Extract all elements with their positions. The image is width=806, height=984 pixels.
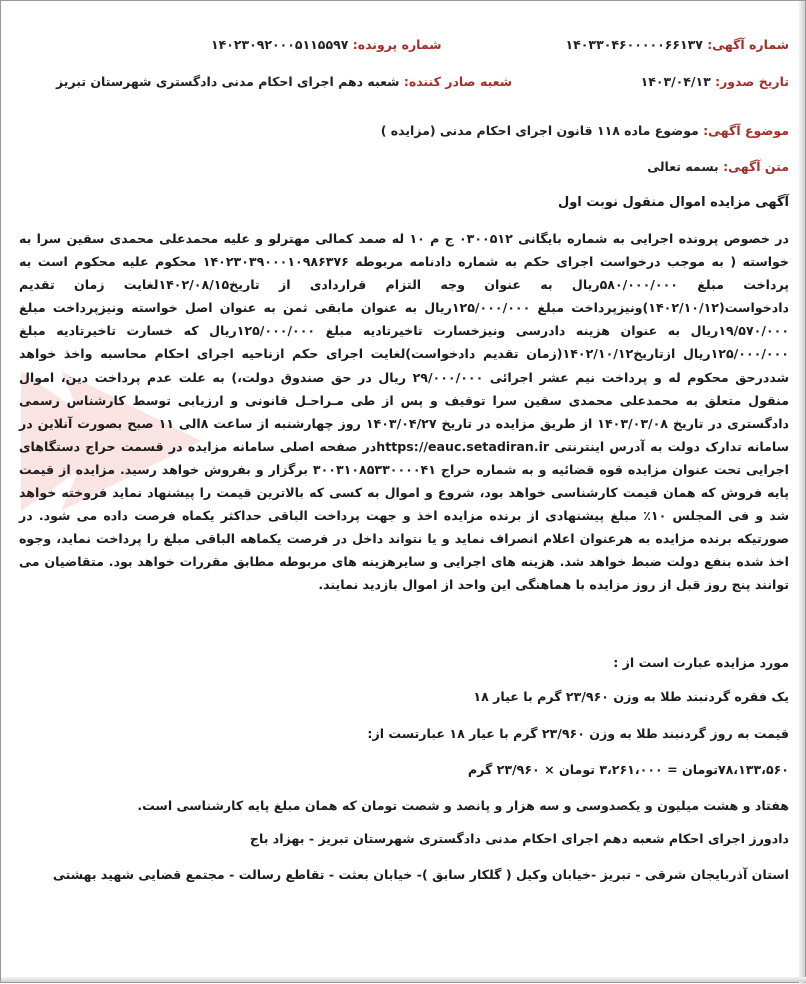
ad-number-field	[566, 37, 789, 52]
case-number-value: ۱۴۰۲۳۰۹۲۰۰۰۵۱۱۵۵۹۷	[211, 37, 349, 52]
signer-line: دادورز اجرای احکام شعبه دهم اجرای احکام مدنی دادگستری شهرستان تبریز - بهزاد باج	[249, 831, 789, 846]
address-line: استان آذربایجان شرقی - تبریز -خیابان وکیل ( گلکار سابق )- خیابان بعثت - تقاطع رسالت - مجتمع قضایی شهید بهشتی	[52, 867, 789, 882]
issuer-field	[56, 74, 512, 89]
issue-date-label: تاریخ صدور:	[715, 74, 789, 89]
price-heading: قیمت به روز گردنبند طلا به وزن ۲۳/۹۶۰ گرم با عیار ۱۸ عبارتست از:	[367, 726, 789, 741]
issuer-value: شعبه دهم اجرای احکام مدنی دادگستری شهرستان تبریز	[56, 74, 400, 89]
text-field	[647, 159, 789, 174]
notice-body	[19, 227, 789, 597]
items-heading: مورد مزایده عبارت است از :	[613, 655, 789, 670]
price-calculation: ۷۸،۱۳۳،۵۶۰تومان = ۳،۲۶۱،۰۰۰ تومان × ۲۳/۹۶۰ گرم	[467, 762, 789, 777]
notice-title: آگهی مزایده اموال منقول نوبت اول	[557, 195, 789, 210]
item-description: یک فقره گردنبند طلا به وزن ۲۳/۹۶۰ گرم با عیار ۱۸	[473, 689, 789, 704]
issue-date-field	[641, 74, 789, 89]
notice-paragraph: در خصوص پرونده اجرایی به شماره بایگانی ۰۳۰۰۵۱۲ ج م ۱۰ له صمد کمالی مهترلو و علیه محمدعلی محمدی سقین سرا به خواسته ( به موجب درخواست اجرای حکم به شماره دادنامه مربوطه ۱۴۰۲۳۰۳۹۰۰۰۱۰۹۸۶۳۷۶ محکوم علیه محکوم است به پرداخت مبلغ ۵۸۰/۰۰۰/۰۰۰ریال به عنوان وجه التزام قراردادی از تاریخ۱۴۰۲/۰۸/۱۵لغایت زمان تقدیم دادخواست(۱۴۰۲/۱۰/۱۲)ونیزپرداخت مبلغ ۱۲۵/۰۰۰/۰۰۰ریال به عنوان مابقی ثمن به عنوان اصل خواسته ونیزپرداخت مبلغ ۱۹/۵۷۰/۰۰۰ریال به عنوان هزینه دادرسی ونیزخسارت تاخیرتادیه مبلغ ۱۲۵/۰۰۰/۰۰۰ریال که خسارت تاخیرتادیه مبلغ ۱۲۵/۰۰۰/۰۰۰ریال ازتاریخ۱۴۰۲/۱۰/۱۲(زمان تقدیم دادخواست)لغایت اجرای حکم ازناحیه اجرای احکام محاسبه واخذ خواهد شددرحق محکوم له و پرداخت نیم عشر اجرائی ۲۹/۰۰۰/۰۰۰ ریال در حق صندوق دولت،) به علت عدم پرداخت دین، اموال منقول متعلق به محمدعلی محمدی سقین سرا توقیف و پس از طی مـراحـل قانونی و ارزیابی توسط کارشناس رسمی دادگستری در تاریخ ۱۴۰۳/۰۳/۰۸ از طریق مزایده در تاریخ ۱۴۰۳/۰۴/۲۷ روز چهارشنبه از ساعت ۸الی ۱۱ صبح بصورت آنلاین در سامانه تدارک دولت به آدرس اینترنتی https://eauc.setadiran.irدر صفحه اصلی سامانه مزایده در قسمت حراج دستگاهای اجرایی تحت عنوان مزایده قوه قضائیه و به شماره حراج ۳۰۰۳۱۰۸۵۳۳۰۰۰۰۴۱ برگزار و بفروش خواهد رسید. مزایده از قیمت پایه فروش که همان قیمت کارشناسی خواهد بود، شروع و اموال به کسی که بالاترین قیمت را پیشنهاد نماید فروخته خواهد شد و فی المجلس ۱۰٪ مبلغ پیشنهادی از برنده مزایده اخذ و جهت پرداخت الباقی حداکثر یکماه فرصت داده می شود. در صورتیکه برنده مزایده به هرعنوان اعلام انصراف نماید و یا نتواند داخل در فرصت یکماهه الباقی مبلغ را پرداخت نماید، وجوه اخذ شده بنفع دولت ضبط خواهد شد. هزینه های اجرایی و سایرهزینه های مربوطه مطابق مقررات خواهد بود. متقاضیان می توانند پنج روز قبل از روز مزایده با هماهنگی این واحد از اموال بازدید نمایند.	[19, 231, 790, 593]
issuer-label: شعبه صادر کننده:	[403, 74, 513, 89]
subject-label: موضوع آگهی:	[703, 123, 789, 138]
ad-number-label: شماره آگهی:	[707, 37, 789, 52]
text-intro: بسمه تعالی	[647, 159, 719, 174]
text-label: متن آگهی:	[723, 159, 789, 174]
subject-field	[381, 123, 789, 138]
page-shadow-right	[799, 1, 805, 984]
case-number-field	[211, 37, 442, 52]
price-in-words: هفتاد و هشت میلیون و یکصدوسی و سه هزار و پانصد و شصت تومان که همان مبلغ پایه کارشناسی است.	[137, 798, 789, 813]
case-number-label: شماره پرونده:	[352, 37, 442, 52]
page-shadow-bottom	[1, 977, 806, 982]
subject-value: موضوع ماده ۱۱۸ قانون اجرای احکام مدنی (مزایده )	[380, 123, 699, 138]
issue-date-value: ۱۴۰۳/۰۴/۱۳	[640, 74, 711, 89]
ad-number-value: ۱۴۰۳۳۰۴۶۰۰۰۰۰۶۶۱۳۷	[565, 37, 703, 52]
